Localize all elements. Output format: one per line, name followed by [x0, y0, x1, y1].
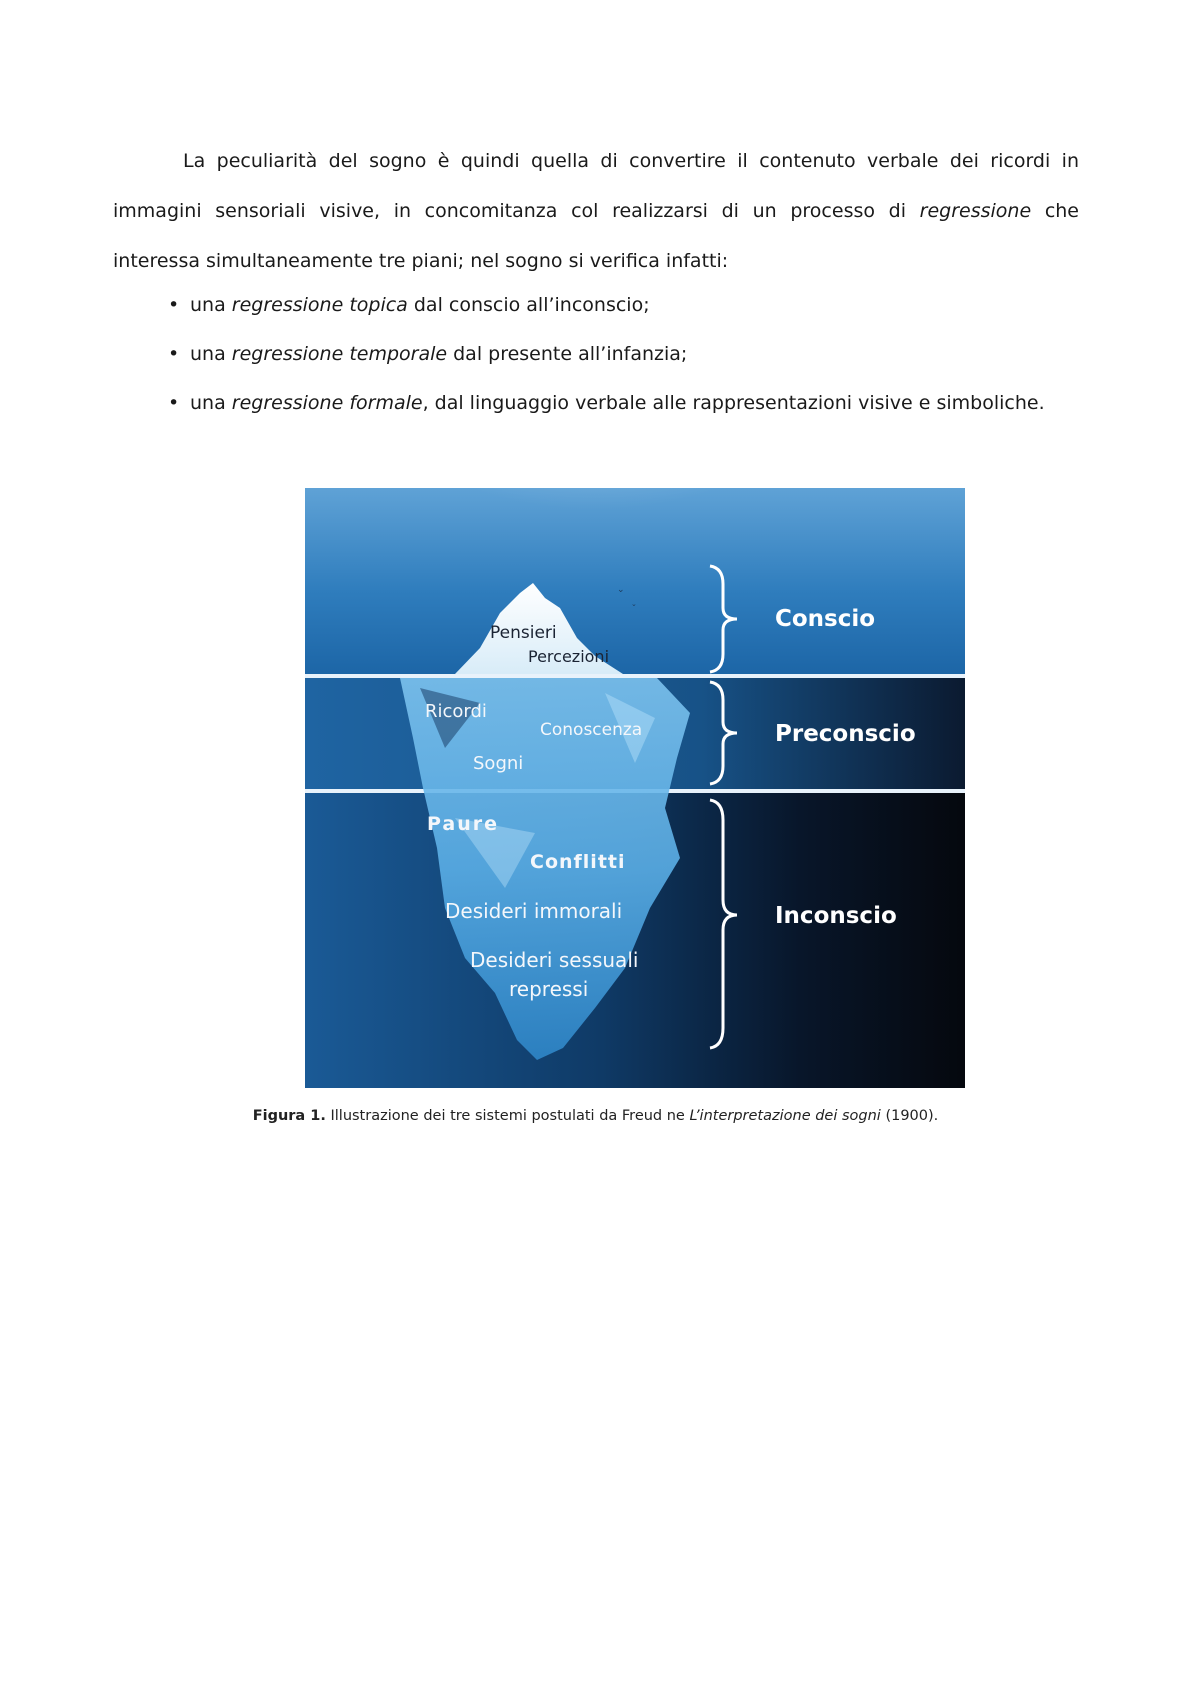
list-item: • una regressione temporale dal presente all’infanzia;: [168, 330, 1098, 379]
bird-icon: ⌄: [617, 585, 625, 595]
iceberg-figure: [305, 488, 965, 1088]
item-desideri-sessuali: Desideri sessuali: [470, 948, 639, 972]
iceberg-illustration: [305, 488, 965, 1088]
inconscio-label: Inconscio: [775, 903, 897, 929]
body-paragraph: [113, 136, 1079, 286]
bullet-icon: •: [168, 392, 180, 414]
divider-line: [305, 674, 965, 678]
item-sogni: Sogni: [473, 753, 524, 774]
caption-label: Figura 1.: [252, 1108, 326, 1124]
list-item: • una regressione formale, dal linguaggio verbale alle rappresentazioni visive e simboliche.: [168, 379, 1098, 428]
caption-book-title: L’interpretazione dei sogni: [689, 1108, 881, 1124]
bullet-icon: •: [168, 343, 180, 365]
paragraph-text: La peculiarità del sogno è quindi quella di convertire il contenuto verbale dei ricordi in immagini sensoriali visive, in concomitanza col realizzarsi di un processo di: [113, 150, 1079, 222]
bird-icon: ⌄: [631, 600, 637, 608]
conscio-label: Conscio: [775, 606, 876, 632]
item-conflitti: Conflitti: [530, 851, 626, 873]
paragraph-text-end: che interessa simultaneamente tre piani; nel sogno si verifica infatti:: [113, 200, 1079, 272]
item-desideri-immorali: Desideri immorali: [445, 899, 623, 923]
item-pensieri: Pensieri: [490, 623, 557, 643]
list-item: • una regressione topica dal conscio all’inconscio;: [168, 281, 1098, 330]
figure-caption: Figura 1. Illustrazione dei tre sistemi postulati da Freud ne L’interpretazione dei sogni (1900).: [252, 1108, 939, 1124]
item-repressi: repressi: [509, 977, 589, 1001]
preconscio-label: Preconscio: [775, 721, 916, 747]
item-conoscenza: Conoscenza: [540, 720, 643, 740]
paragraph-italic-term: regressione: [919, 200, 1032, 222]
item-paure: Paure: [427, 813, 500, 835]
item-ricordi: Ricordi: [425, 701, 487, 722]
bullet-icon: •: [168, 294, 180, 316]
item-percezioni: Percezioni: [528, 647, 610, 666]
regression-list: [168, 281, 1098, 428]
